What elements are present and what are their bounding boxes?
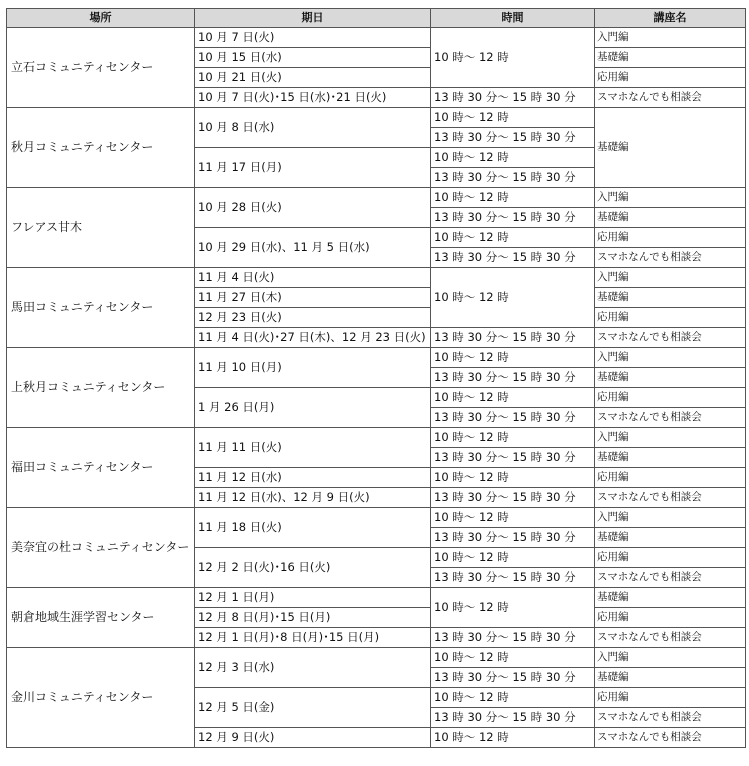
course-cell: スマホなんでも相談会 — [595, 328, 746, 348]
time-cell: 10 時～ 12 時 — [431, 468, 595, 488]
course-cell: 入門編 — [595, 428, 746, 448]
course-cell: 基礎編 — [595, 668, 746, 688]
course-cell: スマホなんでも相談会 — [595, 88, 746, 108]
course-cell: スマホなんでも相談会 — [595, 708, 746, 728]
date-cell: 11 月 12 日(水) — [195, 468, 431, 488]
table-row — [7, 28, 746, 48]
course-cell: 応用編 — [595, 688, 746, 708]
course-cell: 入門編 — [595, 268, 746, 288]
course-cell: スマホなんでも相談会 — [595, 568, 746, 588]
time-cell: 13 時 30 分～ 15 時 30 分 — [431, 568, 595, 588]
course-cell: 入門編 — [595, 188, 746, 208]
date-cell: 10 月 8 日(水) — [195, 108, 431, 148]
course-cell: 基礎編 — [595, 288, 746, 308]
time-cell: 13 時 30 分～ 15 時 30 分 — [431, 488, 595, 508]
date-cell: 12 月 8 日(月)･15 日(月) — [195, 608, 431, 628]
date-cell: 12 月 5 日(金) — [195, 688, 431, 728]
date-cell: 11 月 4 日(火) — [195, 268, 431, 288]
date-cell: 10 月 29 日(水)、11 月 5 日(水) — [195, 228, 431, 268]
time-cell: 13 時 30 分～ 15 時 30 分 — [431, 408, 595, 428]
date-cell: 10 月 15 日(水) — [195, 48, 431, 68]
date-cell: 12 月 2 日(火)･16 日(火) — [195, 548, 431, 588]
course-cell: 応用編 — [595, 388, 746, 408]
header-date: 期日 — [195, 9, 431, 28]
table-row — [7, 428, 746, 448]
venue-cell: 馬田コミュニティセンター — [7, 268, 195, 348]
time-cell: 13 時 30 分～ 15 時 30 分 — [431, 248, 595, 268]
course-cell: 応用編 — [595, 608, 746, 628]
header-row — [7, 9, 746, 28]
course-cell: 応用編 — [595, 468, 746, 488]
venue-cell: 上秋月コミュニティセンター — [7, 348, 195, 428]
time-cell: 13 時 30 分～ 15 時 30 分 — [431, 628, 595, 648]
time-cell: 10 時～ 12 時 — [431, 688, 595, 708]
time-cell: 10 時～ 12 時 — [431, 388, 595, 408]
time-cell: 10 時～ 12 時 — [431, 148, 595, 168]
course-cell: 入門編 — [595, 28, 746, 48]
date-cell: 11 月 17 日(月) — [195, 148, 431, 188]
venue-cell: 立石コミュニティセンター — [7, 28, 195, 108]
course-cell: 入門編 — [595, 348, 746, 368]
time-cell: 13 時 30 分～ 15 時 30 分 — [431, 128, 595, 148]
course-cell: スマホなんでも相談会 — [595, 488, 746, 508]
time-cell: 10 時～ 12 時 — [431, 728, 595, 748]
time-cell: 10 時～ 12 時 — [431, 588, 595, 628]
time-cell: 13 時 30 分～ 15 時 30 分 — [431, 708, 595, 728]
venue-cell: 朝倉地域生涯学習センター — [7, 588, 195, 648]
date-cell: 12 月 1 日(月) — [195, 588, 431, 608]
course-cell: 基礎編 — [595, 588, 746, 608]
time-cell: 13 時 30 分～ 15 時 30 分 — [431, 448, 595, 468]
time-cell: 10 時～ 12 時 — [431, 428, 595, 448]
course-cell: スマホなんでも相談会 — [595, 248, 746, 268]
time-cell: 13 時 30 分～ 15 時 30 分 — [431, 368, 595, 388]
time-cell: 10 時～ 12 時 — [431, 268, 595, 328]
table-row — [7, 588, 746, 608]
course-cell: 入門編 — [595, 648, 746, 668]
time-cell: 10 時～ 12 時 — [431, 188, 595, 208]
date-cell: 12 月 3 日(水) — [195, 648, 431, 688]
time-cell: 10 時～ 12 時 — [431, 228, 595, 248]
course-cell: 応用編 — [595, 548, 746, 568]
date-cell: 10 月 7 日(火) — [195, 28, 431, 48]
date-cell: 1 月 26 日(月) — [195, 388, 431, 428]
time-cell: 10 時～ 12 時 — [431, 28, 595, 88]
date-cell: 10 月 21 日(火) — [195, 68, 431, 88]
course-cell: 応用編 — [595, 308, 746, 328]
table-row — [7, 348, 746, 368]
course-cell: 基礎編 — [595, 368, 746, 388]
time-cell: 10 時～ 12 時 — [431, 508, 595, 528]
course-cell: 応用編 — [595, 68, 746, 88]
table-row — [7, 188, 746, 208]
date-cell: 11 月 4 日(火)･27 日(木)、12 月 23 日(火) — [195, 328, 431, 348]
course-cell: 基礎編 — [595, 448, 746, 468]
table-row — [7, 648, 746, 668]
date-cell: 11 月 11 日(火) — [195, 428, 431, 468]
time-cell: 13 時 30 分～ 15 時 30 分 — [431, 168, 595, 188]
course-cell: 基礎編 — [595, 108, 746, 188]
time-cell: 10 時～ 12 時 — [431, 348, 595, 368]
time-cell: 10 時～ 12 時 — [431, 548, 595, 568]
date-cell: 11 月 18 日(火) — [195, 508, 431, 548]
header-venue: 場所 — [7, 9, 195, 28]
course-cell: 基礎編 — [595, 208, 746, 228]
time-cell: 13 時 30 分～ 15 時 30 分 — [431, 528, 595, 548]
table-row — [7, 508, 746, 528]
date-cell: 11 月 27 日(木) — [195, 288, 431, 308]
schedule-body — [7, 28, 746, 748]
course-cell: スマホなんでも相談会 — [595, 408, 746, 428]
header-course: 講座名 — [595, 9, 746, 28]
time-cell: 13 時 30 分～ 15 時 30 分 — [431, 328, 595, 348]
date-cell: 12 月 9 日(火) — [195, 728, 431, 748]
date-cell: 10 月 7 日(火)･15 日(水)･21 日(火) — [195, 88, 431, 108]
course-cell: 応用編 — [595, 228, 746, 248]
venue-cell: フレアス甘木 — [7, 188, 195, 268]
table-row — [7, 108, 746, 128]
time-cell: 13 時 30 分～ 15 時 30 分 — [431, 208, 595, 228]
course-cell: 基礎編 — [595, 48, 746, 68]
date-cell: 11 月 10 日(月) — [195, 348, 431, 388]
course-cell: スマホなんでも相談会 — [595, 728, 746, 748]
time-cell: 10 時～ 12 時 — [431, 108, 595, 128]
time-cell: 10 時～ 12 時 — [431, 648, 595, 668]
date-cell: 12 月 23 日(火) — [195, 308, 431, 328]
schedule-table — [6, 8, 746, 748]
date-cell: 11 月 12 日(水)、12 月 9 日(火) — [195, 488, 431, 508]
venue-cell: 秋月コミュニティセンター — [7, 108, 195, 188]
time-cell: 13 時 30 分～ 15 時 30 分 — [431, 668, 595, 688]
course-cell: スマホなんでも相談会 — [595, 628, 746, 648]
venue-cell: 金川コミュニティセンター — [7, 648, 195, 748]
table-row — [7, 268, 746, 288]
venue-cell: 美奈宜の杜コミュニティセンター — [7, 508, 195, 588]
date-cell: 12 月 1 日(月)･8 日(月)･15 日(月) — [195, 628, 431, 648]
header-time: 時間 — [431, 9, 595, 28]
time-cell: 13 時 30 分～ 15 時 30 分 — [431, 88, 595, 108]
course-cell: 入門編 — [595, 508, 746, 528]
course-cell: 基礎編 — [595, 528, 746, 548]
date-cell: 10 月 28 日(火) — [195, 188, 431, 228]
venue-cell: 福田コミュニティセンター — [7, 428, 195, 508]
